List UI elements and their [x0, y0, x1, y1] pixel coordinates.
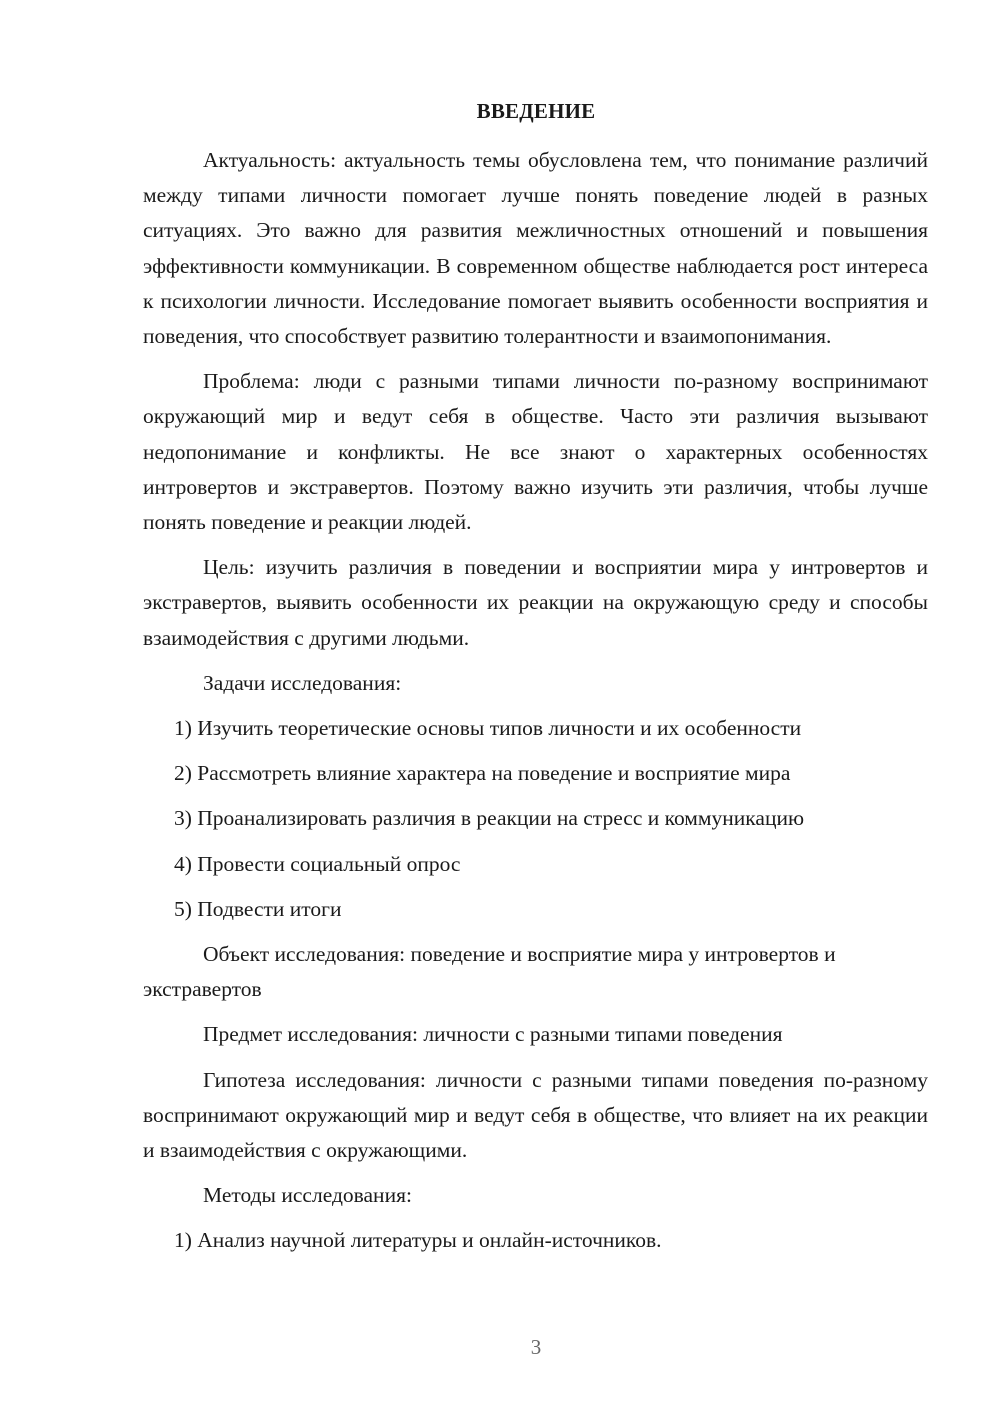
task-item: 4) Провести социальный опрос: [174, 851, 461, 876]
hypothesis-paragraph: Гипотеза исследования: личности с разными типами поведения по-разному воспринимают окружающий мир и ведут себя в обществе, что влияет на их реакции и взаимодействия с окружающими.: [143, 1067, 928, 1163]
subject-paragraph: Предмет исследования: личности с разными типами поведения: [203, 1022, 783, 1047]
goal-paragraph: Цель: изучить различия в поведении и восприятии мира у интровертов и экстравертов, выявить особенности их реакции на окружающую среду и способы взаимодействия с другими людьми.: [143, 555, 928, 650]
page-number: 3: [530, 1335, 542, 1359]
task-item: 5) Подвести итоги: [174, 896, 342, 921]
task-item: 2) Рассмотреть влияние характера на поведение и восприятие мира: [174, 761, 791, 786]
methods-heading: Методы исследования:: [203, 1183, 412, 1208]
relevance-paragraph: Актуальность: актуальность темы обусловлена тем, что понимание различий между типами личности помогает лучше понять поведение людей в разных ситуациях. Это важно для развития межличностных отношений и повышения эффективности коммуникации. В современном обществе наблюдается рост интереса к психологии личности. Исследование помогает выявить особенности восприятия и поведения, что способствует развитию толерантности и взаимопонимания.: [143, 148, 928, 349]
page-title: ВВЕДЕНИЕ: [476, 99, 596, 123]
problem-paragraph: Проблема: люди с разными типами личности по-разному воспринимают окружающий мир и ведут себя в обществе. Часто эти различия вызывают недопонимание и конфликты. Не все знают о характерных особенностях интровертов и экстравертов. Поэтому важно изучить эти различия, чтобы лучше понять поведение и реакции людей.: [143, 369, 928, 535]
method-item: 1) Анализ научной литературы и онлайн-источников.: [174, 1228, 662, 1253]
document-body: [143, 143, 928, 1269]
task-item: 1) Изучить теоретические основы типов личности и их особенности: [174, 716, 802, 741]
object-paragraph: Объект исследования: поведение и восприятие мира у интровертов и экстравертов: [143, 942, 836, 1002]
tasks-heading: Задачи исследования:: [203, 670, 402, 695]
task-item: 3) Проанализировать различия в реакции на стресс и коммуникацию: [174, 806, 805, 831]
